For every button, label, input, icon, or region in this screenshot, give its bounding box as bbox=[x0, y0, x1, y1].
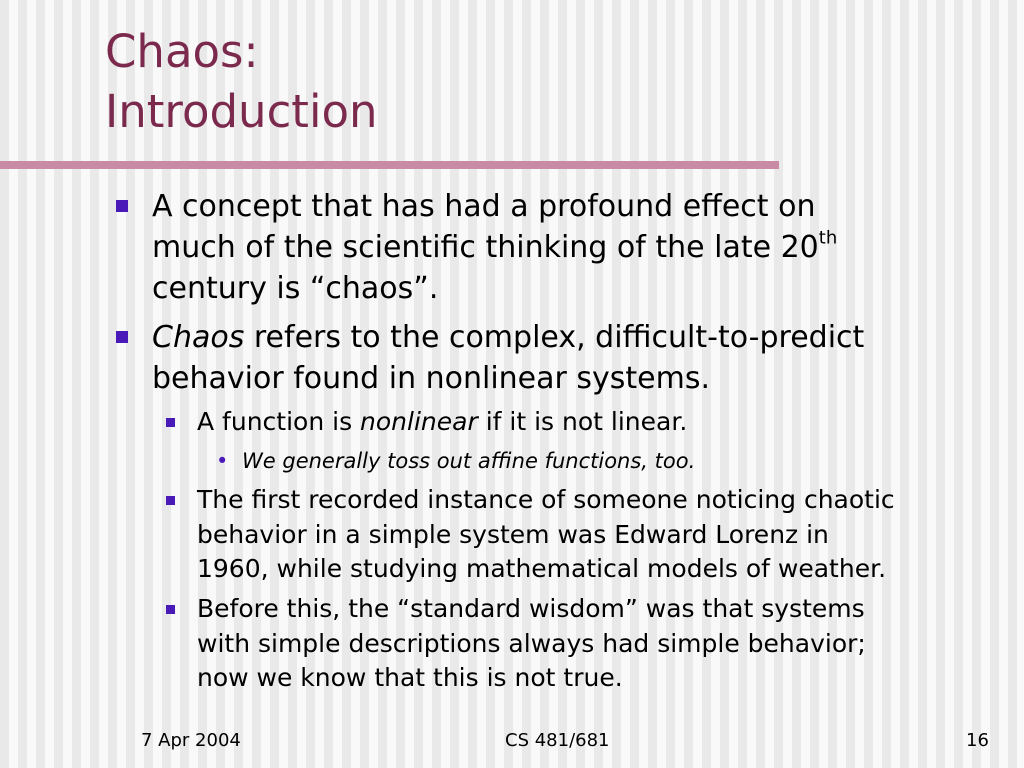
square-bullet-icon bbox=[166, 496, 175, 505]
footer-date: 7 Apr 2004 bbox=[141, 730, 241, 751]
square-bullet-icon bbox=[166, 605, 175, 614]
sub-bullet-lorenz bbox=[197, 483, 997, 587]
bullet-2-emphasis: Chaos bbox=[152, 320, 245, 355]
title-divider bbox=[0, 161, 779, 169]
slide-title bbox=[105, 22, 378, 142]
square-bullet-icon bbox=[116, 331, 128, 343]
bullet-1-line-1: A concept that has had a profound effect on bbox=[152, 189, 816, 224]
sub-sub-bullet-affine bbox=[216, 447, 982, 475]
bullet-1-line-2: much of the scientific thinking of the late 20 bbox=[152, 230, 819, 265]
sub-bullet-standard-wisdom bbox=[197, 592, 997, 696]
lorenz-line-3: 1960, while studying mathematical models of weather. bbox=[197, 554, 887, 583]
sub-bullet-nonlinear bbox=[197, 405, 997, 440]
bullet-2 bbox=[152, 317, 992, 399]
dot-bullet-icon: • bbox=[216, 449, 229, 473]
sub-bullet-pre: A function is bbox=[197, 407, 361, 436]
title-line-2: Introduction bbox=[105, 85, 378, 138]
square-bullet-icon bbox=[166, 418, 175, 427]
lorenz-line-2: behavior in a simple system was Edward Lorenz in bbox=[197, 519, 829, 549]
sub-sub-bullet-text: We generally toss out affine functions, too. bbox=[242, 449, 696, 473]
bullet-2-rest: refers to the complex, difficult-to-predict bbox=[244, 320, 865, 355]
bullet-1 bbox=[152, 186, 992, 309]
sub-bullet-post: if it is not linear. bbox=[477, 407, 688, 436]
sub-bullet-emphasis: nonlinear bbox=[360, 407, 478, 436]
wisdom-line-2: with simple descriptions always had simple behavior; bbox=[197, 628, 866, 658]
bullet-1-line-3: century is “chaos”. bbox=[152, 271, 439, 306]
footer-page-number: 16 bbox=[966, 730, 989, 751]
lorenz-line-1: The first recorded instance of someone noticing chaotic bbox=[197, 485, 895, 514]
bullet-2-line-2: behavior found in nonlinear systems. bbox=[152, 361, 711, 396]
bullet-1-superscript: th bbox=[818, 227, 838, 249]
wisdom-line-1: Before this, the “standard wisdom” was that systems bbox=[197, 594, 865, 623]
square-bullet-icon bbox=[116, 200, 128, 212]
footer-course: CS 481/681 bbox=[505, 730, 610, 751]
title-line-1: Chaos: bbox=[105, 25, 259, 78]
wisdom-line-3: now we know that this is not true. bbox=[197, 663, 623, 692]
